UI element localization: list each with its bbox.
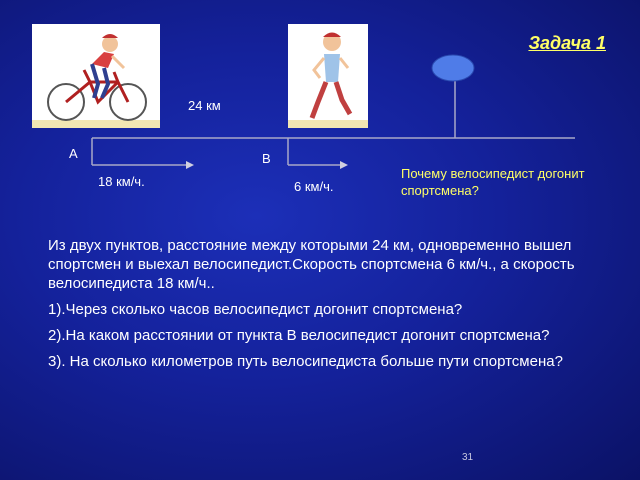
meeting-point-marker <box>432 55 474 81</box>
runner-arrow-head <box>340 161 348 169</box>
slide-title: Задача 1 <box>528 33 606 53</box>
distance-label: 24 км <box>188 98 221 113</box>
problem-intro: Из двух пунктов, расстояние между которыми 24 км, одновременно вышел спортсмен и выехал велосипедист.Скорость спортсмена 6 км/ч., а скорость велосипедиста 18 км/ч.. <box>48 237 575 292</box>
point-b-label: В <box>262 151 271 166</box>
problem-question-3: 3). На сколько километров путь велосипедиста больше пути спортсмена? <box>48 353 563 370</box>
problem-question-1: 1).Через сколько часов велосипедист догонит спортсмена? <box>48 301 463 318</box>
point-a-label: А <box>69 146 78 161</box>
problem-question-2: 2).На каком расстоянии от пункта В велосипедист догонит спортсмена? <box>48 327 550 344</box>
cyclist-speed-label: 18 км/ч. <box>98 174 145 189</box>
question-text: Почему велосипедист догонит спортсмена? <box>401 166 585 198</box>
runner-speed-label: 6 км/ч. <box>294 179 334 194</box>
cyclist-arrow-head <box>186 161 194 169</box>
page-number: 31 <box>462 452 474 463</box>
problem-text <box>48 236 623 378</box>
